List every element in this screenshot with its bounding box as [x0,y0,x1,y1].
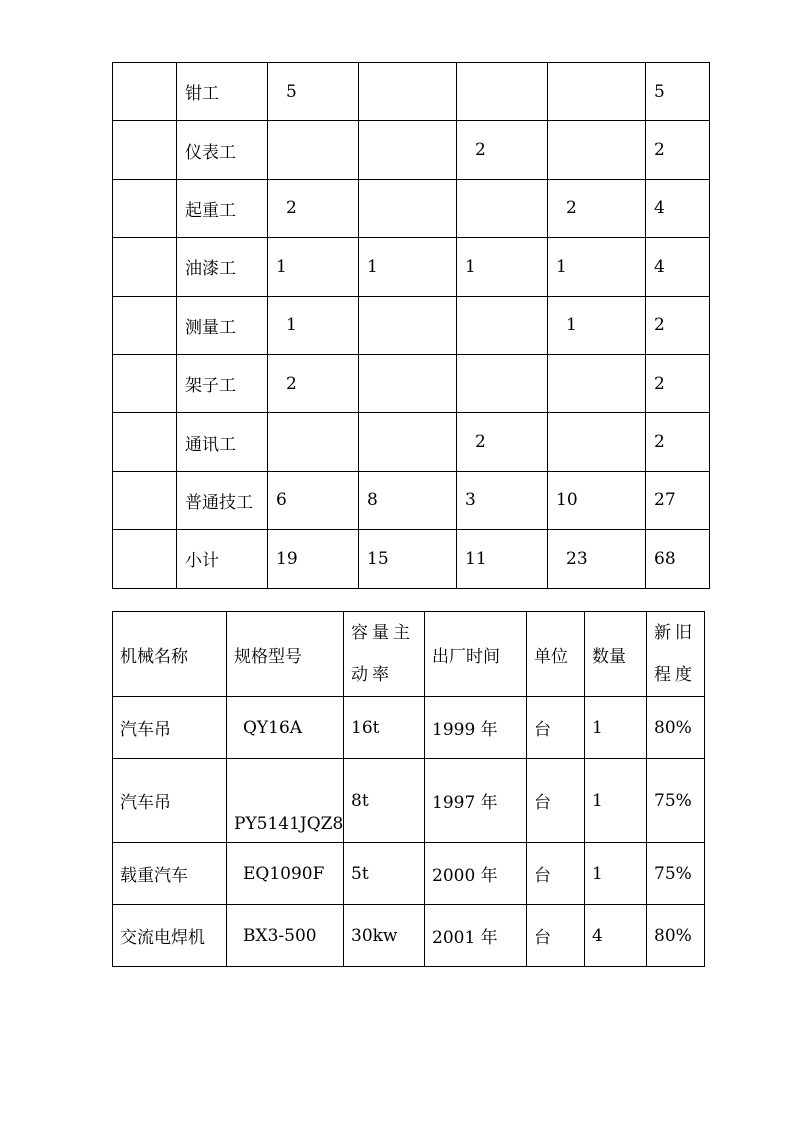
table-row [113,905,705,967]
worker-type: 钳工 [177,63,268,121]
count-cell [359,179,457,237]
machine-unit: 台 [527,697,585,759]
worker-type: 架子工 [177,354,268,412]
count-cell: 1 [457,238,548,296]
count-cell [359,121,457,179]
count-cell [457,63,548,121]
worker-type: 普通技工 [177,471,268,529]
table-row [113,413,710,471]
machine-capacity: 8t [344,759,425,843]
machine-name: 汽车吊 [113,759,227,843]
header-capacity: 容量主动率 [344,612,425,697]
header-qty: 数量 [585,612,647,697]
machine-unit: 台 [527,843,585,905]
machine-condition: 75% [647,843,705,905]
machine-condition: 80% [647,697,705,759]
count-cell: 19 [268,530,359,588]
table-row [113,843,705,905]
total-cell: 2 [646,354,710,412]
machine-name: 交流电焊机 [113,905,227,967]
machine-model: EQ1090F [227,843,344,905]
total-cell: 2 [646,121,710,179]
machine-model: BX3-500 [227,905,344,967]
machine-condition: 75% [647,759,705,843]
total-cell: 68 [646,530,710,588]
header-condition: 新旧程度 [647,612,705,697]
blank-cell [113,296,177,354]
machine-qty: 1 [585,697,647,759]
machine-capacity: 30kw [344,905,425,967]
total-cell: 4 [646,179,710,237]
count-cell [548,354,646,412]
table-row [113,759,705,843]
blank-cell [113,238,177,296]
count-cell [457,296,548,354]
count-cell [457,354,548,412]
worker-type: 油漆工 [177,238,268,296]
count-cell: 5 [268,63,359,121]
table-row [113,354,710,412]
worker-type: 通讯工 [177,413,268,471]
worker-type: 测量工 [177,296,268,354]
machine-unit: 台 [527,759,585,843]
machine-qty: 1 [585,759,647,843]
machine-condition: 80% [647,905,705,967]
blank-cell [113,63,177,121]
count-cell: 1 [268,238,359,296]
machine-year: 1999 年 [425,697,527,759]
count-cell [359,296,457,354]
machine-name: 载重汽车 [113,843,227,905]
labor-table [112,62,710,589]
total-cell: 27 [646,471,710,529]
machine-qty: 4 [585,905,647,967]
count-cell: 10 [548,471,646,529]
count-cell: 11 [457,530,548,588]
count-cell [268,121,359,179]
count-cell [359,413,457,471]
table-row [113,697,705,759]
machine-name: 汽车吊 [113,697,227,759]
header-unit: 单位 [527,612,585,697]
count-cell: 2 [457,413,548,471]
blank-cell [113,179,177,237]
blank-cell [113,413,177,471]
blank-cell [113,471,177,529]
count-cell [359,63,457,121]
worker-type: 仪表工 [177,121,268,179]
machine-year: 1997 年 [425,759,527,843]
blank-cell [113,354,177,412]
count-cell: 6 [268,471,359,529]
count-cell [457,179,548,237]
machine-qty: 1 [585,843,647,905]
table-row [113,238,710,296]
machine-capacity: 16t [344,697,425,759]
machine-table [112,611,705,967]
count-cell: 1 [548,238,646,296]
table-row [113,121,710,179]
count-cell: 8 [359,471,457,529]
subtotal-label: 小计 [177,530,268,588]
count-cell: 2 [548,179,646,237]
machine-year: 2000 年 [425,843,527,905]
count-cell [268,413,359,471]
header-name: 机械名称 [113,612,227,697]
count-cell: 2 [457,121,548,179]
count-cell: 1 [268,296,359,354]
total-cell: 5 [646,63,710,121]
total-cell: 2 [646,413,710,471]
machine-year: 2001 年 [425,905,527,967]
header-model: 规格型号 [227,612,344,697]
subtotal-row [113,530,710,588]
total-cell: 4 [646,238,710,296]
count-cell: 15 [359,530,457,588]
machine-unit: 台 [527,905,585,967]
count-cell [548,121,646,179]
count-cell: 1 [548,296,646,354]
worker-type: 起重工 [177,179,268,237]
header-row [113,612,705,697]
count-cell [359,354,457,412]
header-year: 出厂时间 [425,612,527,697]
count-cell: 2 [268,354,359,412]
blank-cell [113,121,177,179]
table-row [113,179,710,237]
machine-model: QY16A [227,697,344,759]
total-cell: 2 [646,296,710,354]
count-cell [548,413,646,471]
machine-capacity: 5t [344,843,425,905]
count-cell: 23 [548,530,646,588]
table-row [113,63,710,121]
count-cell: 3 [457,471,548,529]
count-cell [548,63,646,121]
blank-cell [113,530,177,588]
count-cell: 2 [268,179,359,237]
count-cell: 1 [359,238,457,296]
table-row [113,296,710,354]
machine-model: PY5141JQZ8 [227,759,344,843]
table-row [113,471,710,529]
